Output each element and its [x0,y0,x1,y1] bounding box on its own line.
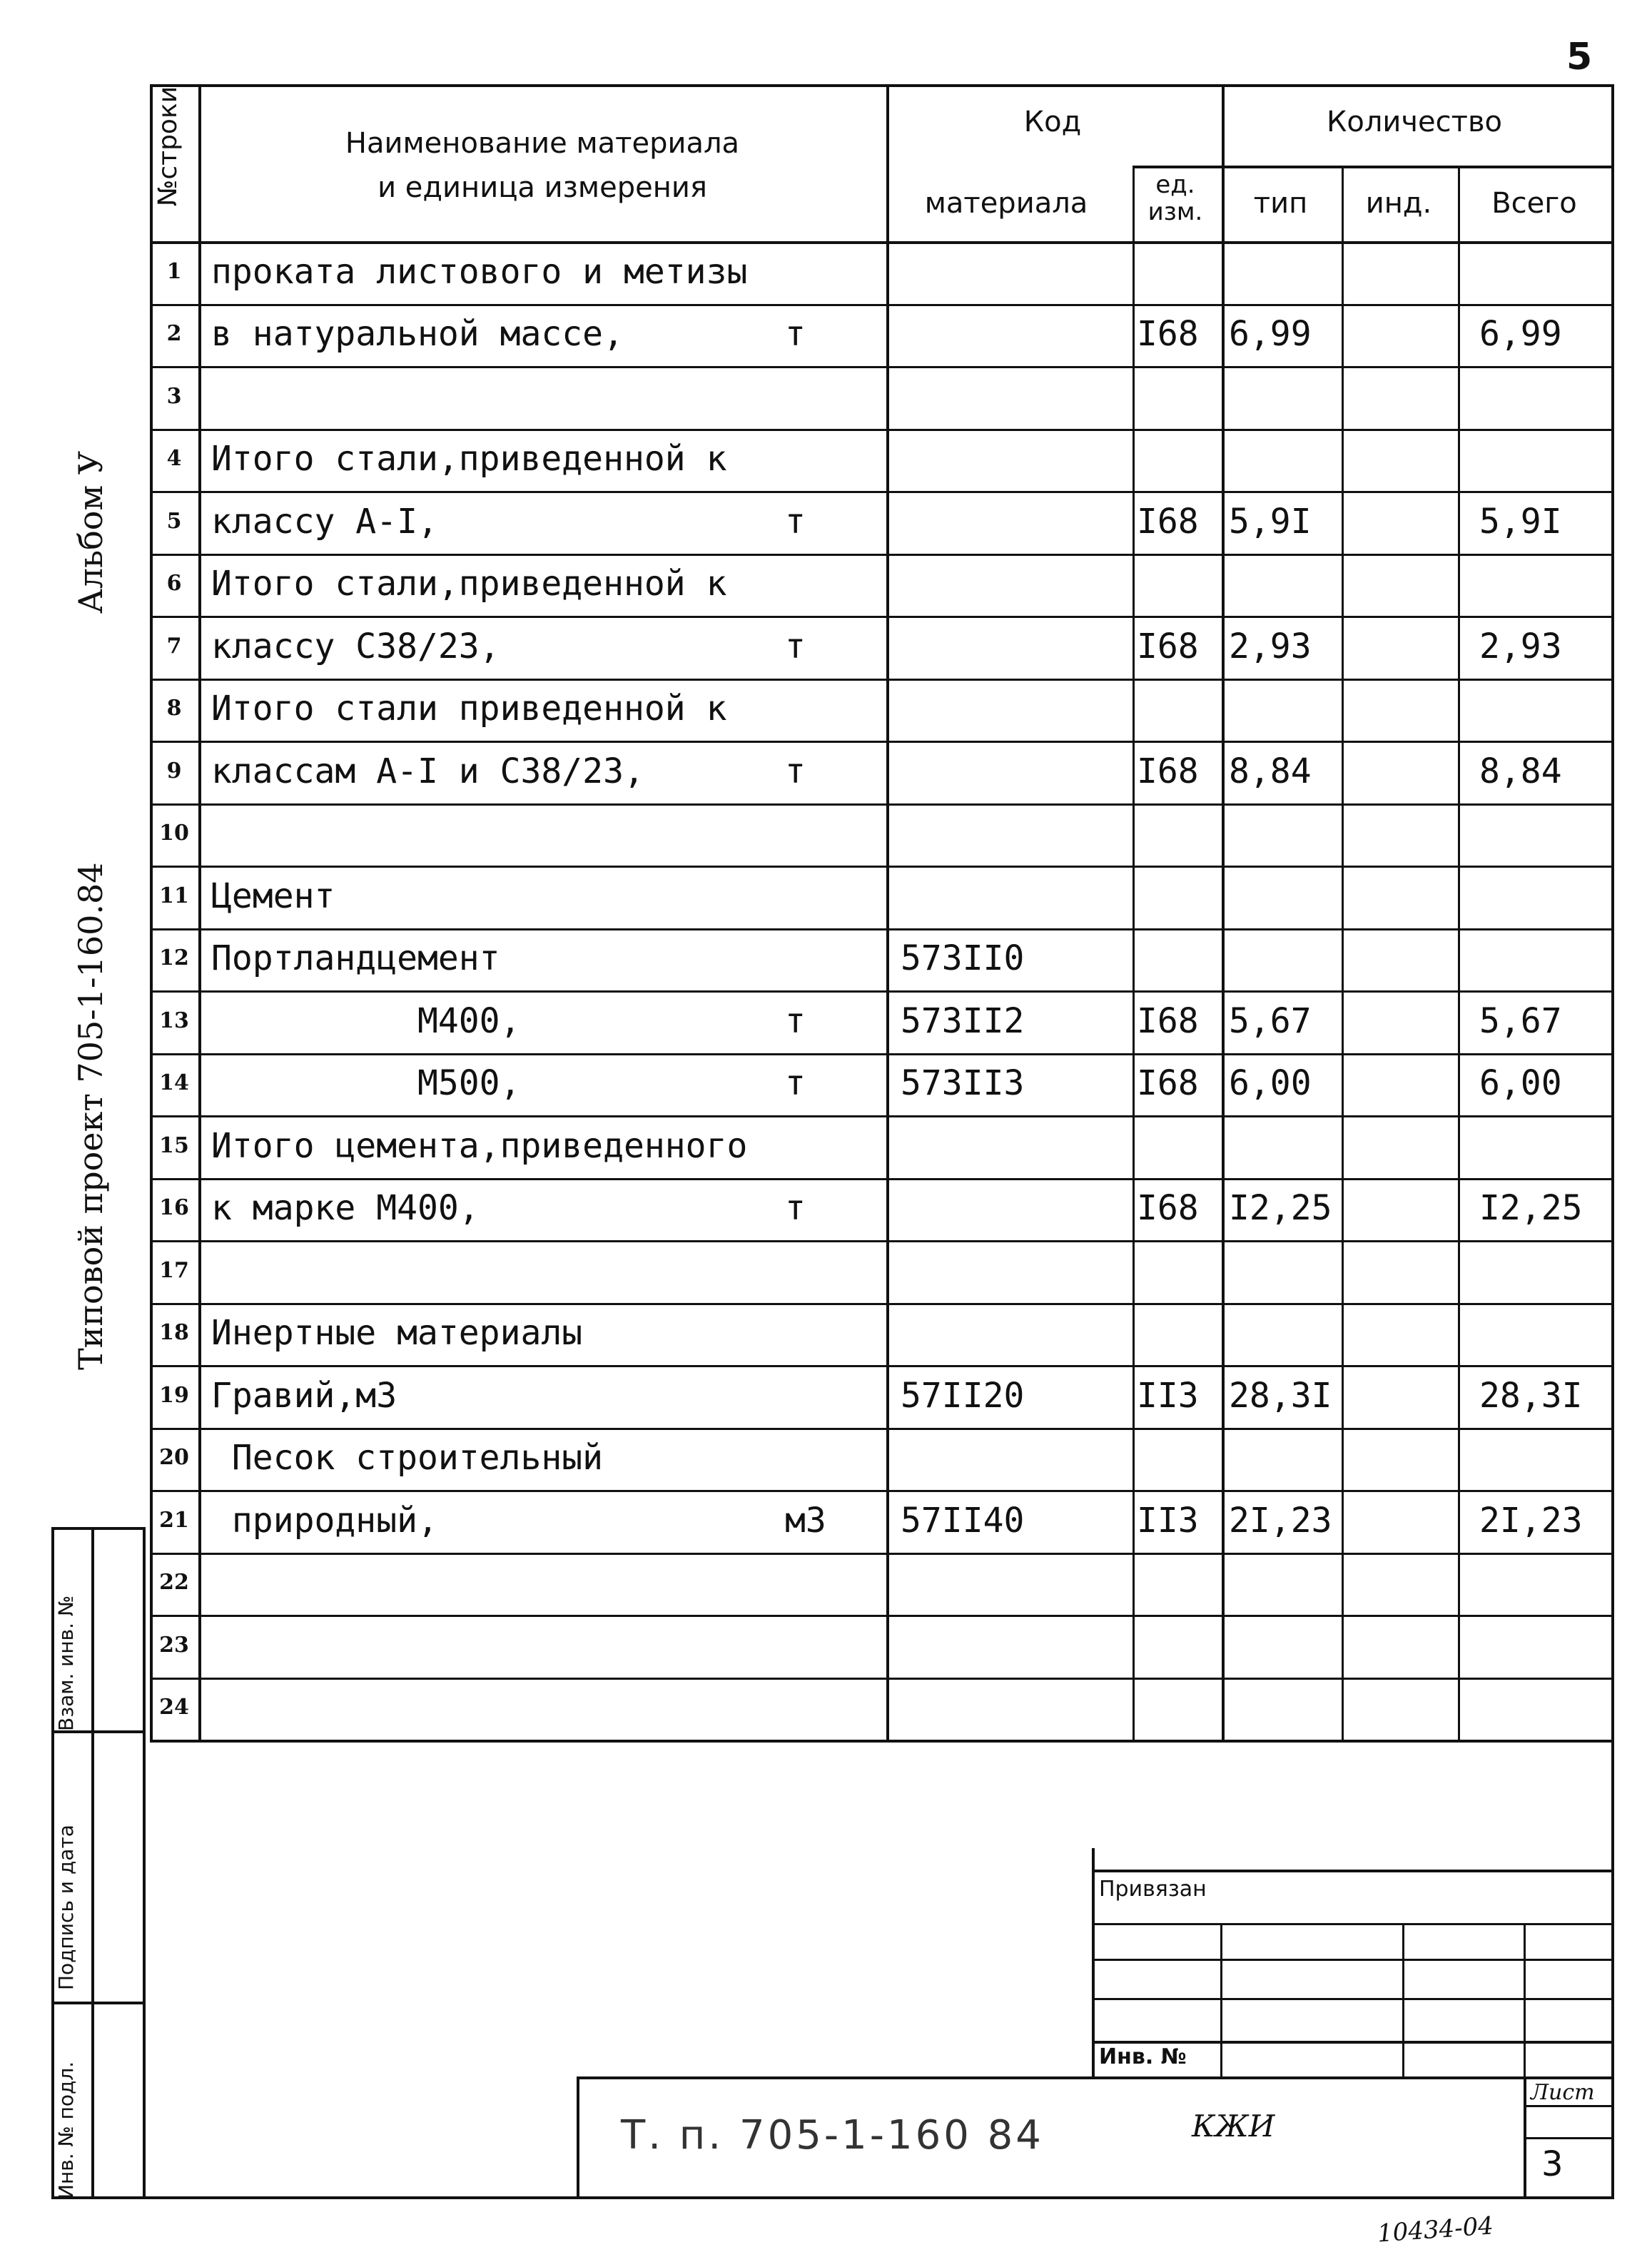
qty-typ: I2,25 [1229,1188,1332,1229]
stamp-list-number: 3 [1541,2144,1564,2184]
row-number: 11 [159,883,189,908]
row-number: 15 [159,1132,189,1158]
stamp-list-label: Лист [1531,2080,1595,2105]
material-name: классам А-I и С38/23, [211,751,644,791]
row-number: 18 [159,1320,189,1346]
unit-code: I68 [1137,314,1199,355]
row-number: 1 [166,258,182,284]
material-unit: т [785,1063,806,1104]
qty-total: 5,9I [1479,501,1562,542]
material-name: классу А-I, [211,501,438,542]
header-name-line1: Наименование материала [345,127,740,160]
material-code: 573II2 [901,1000,1025,1041]
material-name: Портландцемент [211,938,500,979]
row-number: 22 [159,1570,189,1596]
row-number: 19 [159,1382,189,1408]
row-number: 8 [166,696,182,721]
row-number: 16 [159,1195,189,1221]
row-number: 3 [166,383,182,409]
side-label-album: Альбом У [71,450,110,614]
side-label-podpis: Подпись и дата [54,1825,78,1990]
material-name: Цемент [211,876,335,916]
material-name: к марке М400, [211,1188,480,1229]
material-unit: м3 [785,1500,826,1541]
row-number: 7 [166,633,182,659]
material-code: 573II3 [901,1063,1025,1104]
material-code: 573II0 [901,938,1025,979]
side-label-inv-podl: Инв. № подл. [54,2061,78,2199]
qty-total: 6,00 [1479,1063,1562,1104]
qty-total: 2,93 [1479,626,1562,666]
unit-code: I68 [1137,751,1199,791]
stamp-document-code: Т. п. 705-1-160 84 [621,2112,1044,2159]
row-number: 20 [159,1445,189,1471]
unit-code: II3 [1137,1375,1199,1416]
header-qty-total: Всего [1491,187,1577,220]
unit-code: I68 [1137,501,1199,542]
row-number: 10 [159,821,189,846]
unit-code: I68 [1137,1000,1199,1041]
material-name: Итого стали приведенной к [211,689,727,729]
header-qty-typ: тип [1253,187,1308,220]
header-quantity: Количество [1326,106,1502,138]
row-number: 4 [166,446,182,472]
material-name: М400, [211,1000,521,1041]
header-code-material: материала [924,187,1088,220]
qty-typ: 6,00 [1229,1063,1312,1104]
qty-typ: 8,84 [1229,751,1312,791]
material-name: проката листового и метизы [211,251,748,292]
material-name: Итого цемента,приведенного [211,1125,748,1166]
material-name: М500, [211,1063,521,1104]
qty-total: I2,25 [1479,1188,1583,1229]
qty-typ: 6,99 [1229,314,1312,355]
qty-total: 8,84 [1479,751,1562,791]
stamp-privyazan: Привязан [1099,1877,1207,1902]
row-number: 12 [159,945,189,971]
row-number: 13 [159,1008,189,1033]
qty-typ: 2,93 [1229,626,1312,666]
qty-total: 5,67 [1479,1000,1562,1041]
row-number: 5 [166,508,182,534]
row-number: 17 [159,1257,189,1283]
material-name: классу С38/23, [211,626,500,666]
material-unit: т [785,314,806,355]
header-row-number: №строки [153,86,183,207]
material-name: Итого стали,приведенной к [211,439,727,480]
material-name: Гравий,м3 [211,1375,397,1416]
row-number: 2 [166,321,182,347]
qty-typ: 5,67 [1229,1000,1312,1041]
material-code: 57II40 [901,1500,1025,1541]
material-name: в натуральной массе, [211,314,624,355]
material-name: природный, [211,1500,438,1541]
bottom-note: 10434-04 [1376,2211,1495,2248]
row-number: 14 [159,1070,189,1096]
material-name: Песок строительный [211,1438,604,1479]
material-code: 57II20 [901,1375,1025,1416]
qty-total: 28,3I [1479,1375,1583,1416]
unit-code: I68 [1137,1188,1199,1229]
row-number: 24 [159,1695,189,1720]
header-code-unit: ед. изм. [1147,171,1203,226]
row-number: 9 [166,758,182,783]
unit-code: II3 [1137,1500,1199,1541]
qty-total: 6,99 [1479,314,1562,355]
row-number: 23 [159,1632,189,1658]
material-unit: т [785,626,806,666]
material-unit: т [785,1000,806,1041]
material-name: Инертные материалы [211,1313,583,1354]
header-qty-ind: инд. [1365,187,1432,220]
side-label-project: Типовой проект 705-1-160.84 [71,862,110,1370]
row-number: 21 [159,1507,189,1533]
stamp-inv-no: Инв. № [1099,2044,1187,2069]
unit-code: I68 [1137,1063,1199,1104]
header-name-line2: и единица измерения [377,171,707,204]
header-code: Код [1023,106,1082,138]
page-number: 5 [1566,36,1593,78]
material-unit: т [785,1188,806,1229]
qty-total: 2I,23 [1479,1500,1583,1541]
material-unit: т [785,751,806,791]
qty-typ: 2I,23 [1229,1500,1332,1541]
stamp-section: КЖИ [1192,2109,1275,2144]
row-number: 6 [166,571,182,597]
side-label-vzam: Взам. инв. № [54,1595,78,1731]
material-unit: т [785,501,806,542]
unit-code: I68 [1137,626,1199,666]
material-name: Итого стали,приведенной к [211,564,727,604]
qty-typ: 5,9I [1229,501,1312,542]
qty-typ: 28,3I [1229,1375,1332,1416]
